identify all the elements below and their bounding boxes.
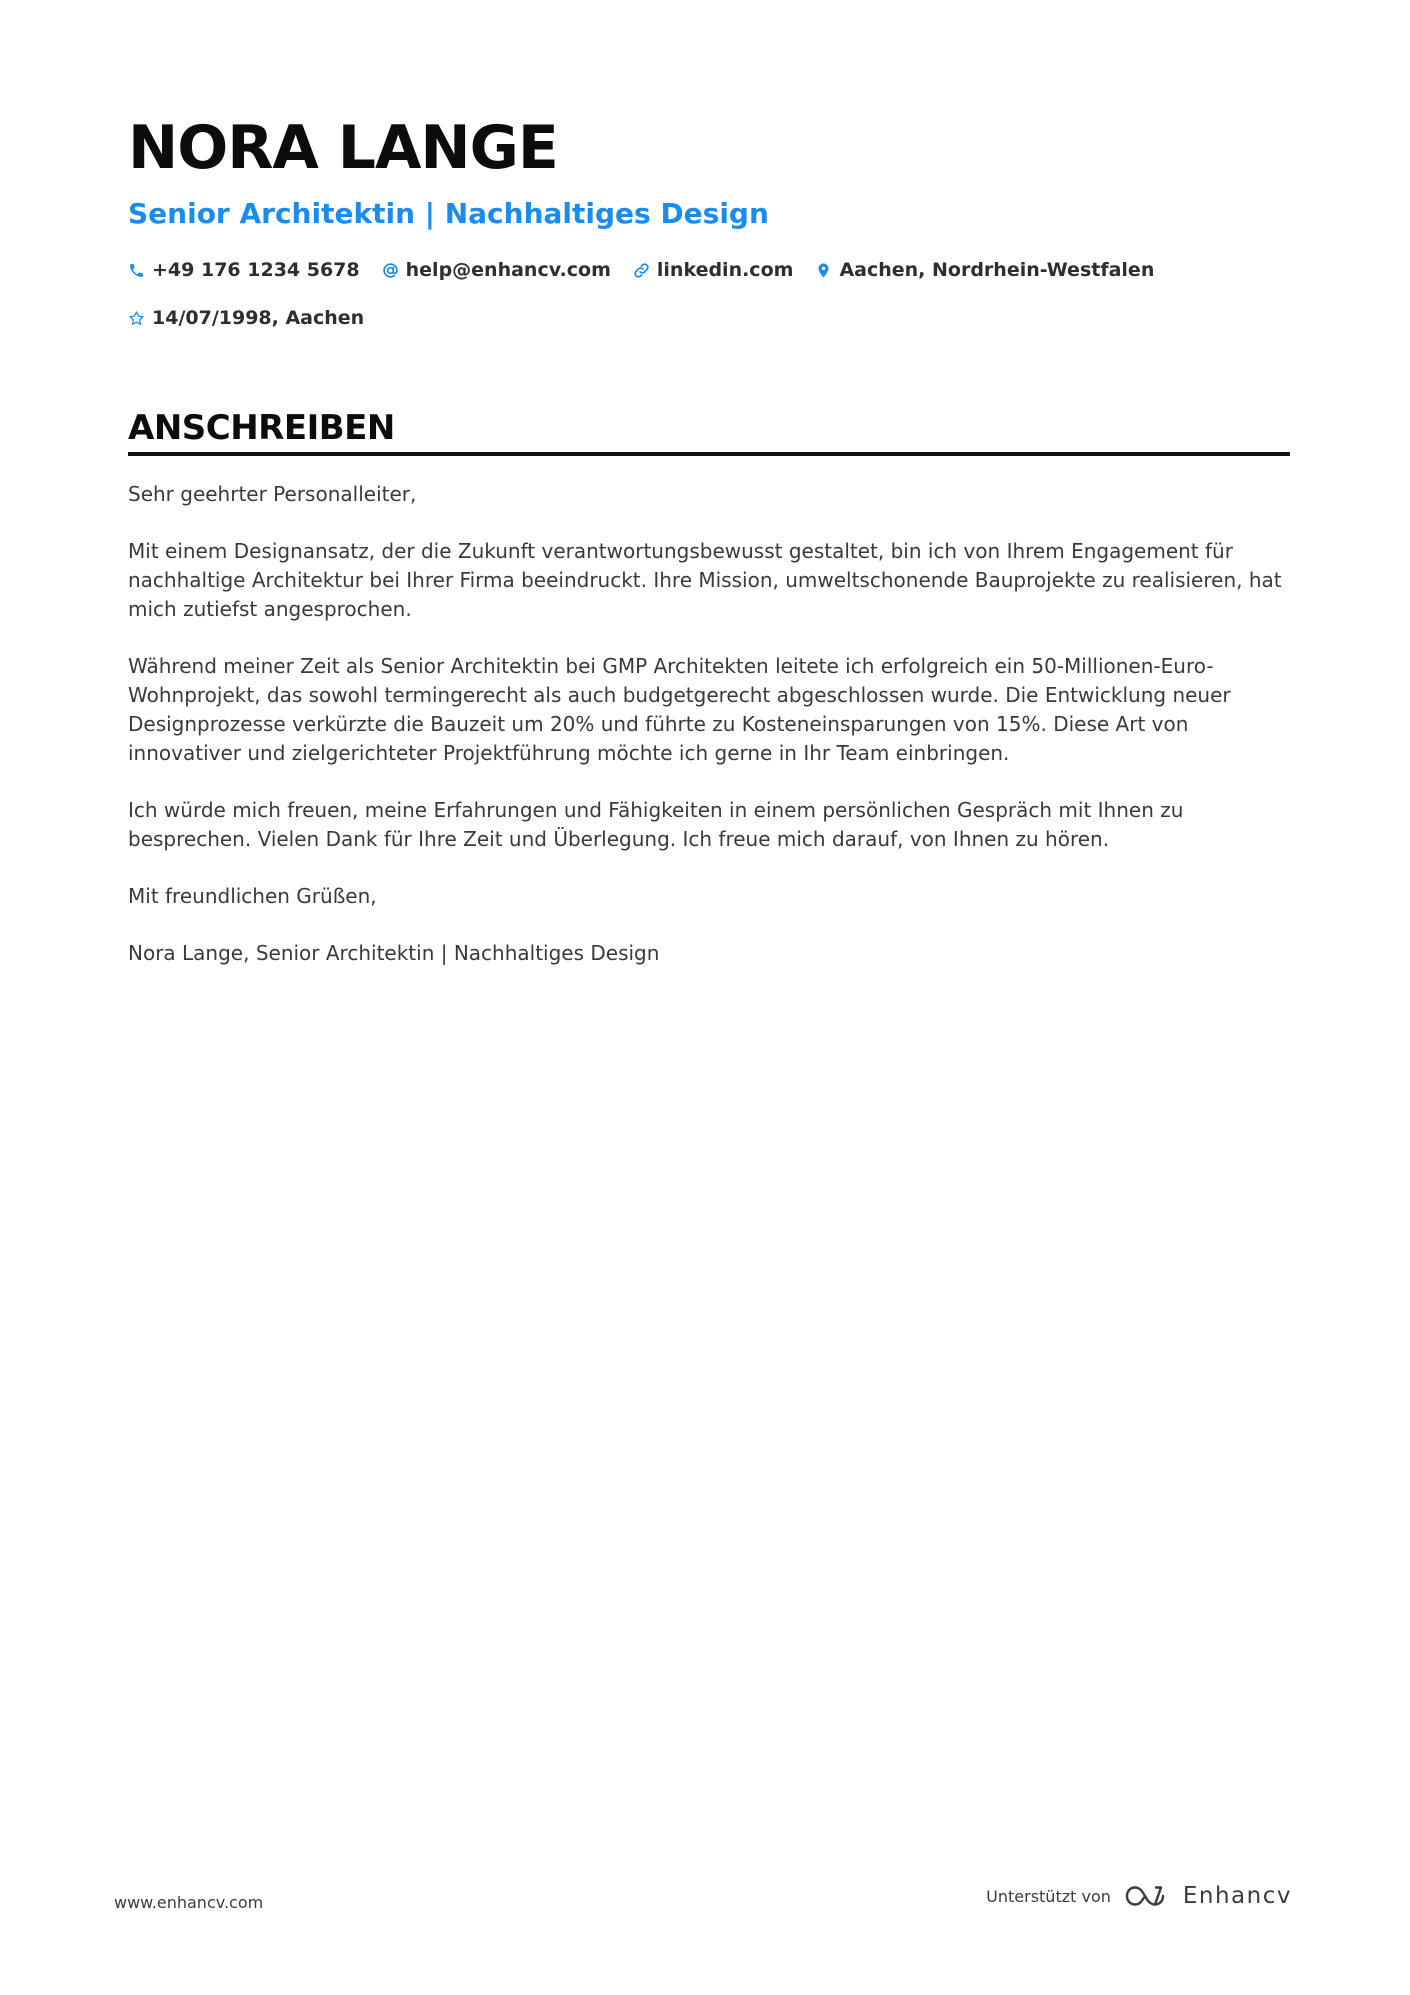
- letter-closing: Mit freundlichen Grüßen,: [128, 884, 377, 908]
- contact-phone: [128, 254, 360, 286]
- job-title: Senior Architektin | Nachhaltiges Design: [128, 197, 769, 230]
- contact-birth-text: 14/07/1998, Aachen: [152, 307, 365, 329]
- contact-info: [128, 254, 1288, 334]
- letter-paragraph: Während meiner Zeit als Senior Architektin bei GMP Architekten leitete ich erfolgreich ein 50-Millionen-Euro-Wohnprojekt, das sowohl termingerecht als auch budgetgerecht abgeschlossen wurde. Die Entwicklung neuer Designprozesse verkürzte die Bauzeit um 20% und führte zu Kosteneinsparungen von 15%. Diese Art von innovativer und zielgerichteter Projektführung möchte ich gerne in Ihr Team einbringen.: [128, 654, 1231, 765]
- phone-icon: [128, 262, 145, 279]
- letter-signature: Nora Lange, Senior Architektin | Nachhaltiges Design: [128, 941, 660, 965]
- letter-body: [128, 480, 1290, 968]
- location-pin-icon: [815, 262, 832, 279]
- contact-location: [815, 254, 1154, 286]
- enhancv-logo-icon: [1123, 1882, 1171, 1910]
- contact-email: [382, 254, 611, 286]
- contact-linkedin: [633, 254, 794, 286]
- footer-branding[interactable]: [986, 1882, 1292, 1910]
- powered-by-label: Unterstützt von: [986, 1886, 1111, 1906]
- contact-location-text: Aachen, Nordrhein-Westfalen: [839, 259, 1155, 281]
- brand-name: Enhancv: [1182, 1883, 1292, 1909]
- letter-paragraph: Ich würde mich freuen, meine Erfahrungen und Fähigkeiten in einem persönlichen Gespräch mit Ihnen zu besprechen. Vielen Dank für Ihre Zeit und Überlegung. Ich freue mich darauf, von Ihnen zu hören.: [128, 798, 1184, 851]
- cover-letter-section: [128, 404, 1290, 996]
- person-name: NORA LANGE: [128, 113, 558, 183]
- contact-linkedin-text: linkedin.com: [656, 259, 794, 281]
- link-icon: [633, 262, 650, 279]
- footer-website[interactable]: www.enhancv.com: [114, 1893, 264, 1912]
- letter-salutation: Sehr geehrter Personalleiter,: [128, 482, 417, 506]
- star-icon: [128, 310, 145, 327]
- contact-phone-text: +49 176 1234 5678: [152, 259, 360, 281]
- resume-header: [128, 108, 1288, 334]
- section-divider: [128, 452, 1290, 456]
- contact-email-text: help@enhancv.com: [405, 259, 611, 281]
- at-icon: [382, 262, 399, 279]
- contact-birth: [128, 302, 364, 334]
- letter-paragraph: Mit einem Designansatz, der die Zukunft verantwortungsbewusst gestaltet, bin ich von Ihrem Engagement für nachhaltige Architektur bei Ihrer Firma beeindruckt. Ihre Mission, umweltschonende Bauprojekte zu realisieren, hat mich zutiefst angesprochen.: [128, 539, 1282, 621]
- section-title: ANSCHREIBEN: [128, 408, 395, 448]
